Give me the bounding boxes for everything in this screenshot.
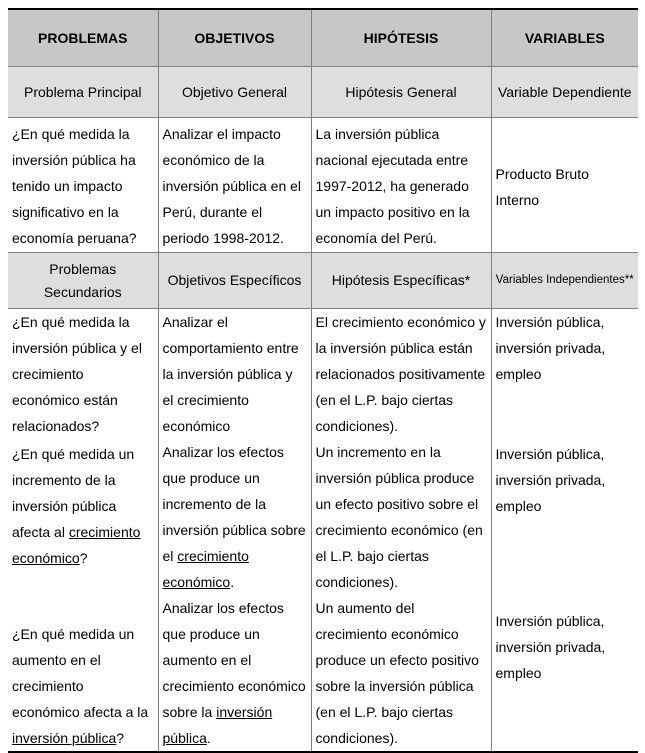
consistency-matrix-table: [8, 8, 638, 753]
main-row: [8, 118, 638, 253]
band-row-secondary: [8, 253, 638, 309]
table-row: [8, 309, 638, 440]
band-row-main: [8, 67, 638, 118]
problema-underlined-text: crecimiento económico: [12, 524, 141, 566]
main-variable-cell: Producto Bruto Interno: [495, 165, 589, 208]
main-problema-cell: ¿En qué medida la inversión pública ha tenido un impacto significativo en la economía peruana?: [8, 118, 158, 253]
table-row: [8, 439, 638, 595]
problema-cell: ¿En qué medida la inversión pública y el crecimiento económico están relacionados?: [8, 309, 158, 440]
problema-text: ¿En qué medida un aumento en el crecimiento económico afecta a la: [12, 626, 149, 720]
header-hipotesis: HIPÓTESIS: [311, 9, 491, 67]
problema-underlined-text: inversión pública: [12, 730, 117, 746]
variables-cell: Inversión pública, inversión privada, empleo: [495, 314, 606, 382]
header-problemas: PROBLEMAS: [8, 9, 158, 67]
objetivo-cell: [158, 595, 311, 752]
band-hipotesis-general: Hipótesis General: [311, 67, 491, 118]
objetivo-suffix: .: [230, 574, 235, 590]
hipotesis-cell: Un aumento del crecimiento económico produce un efecto positivo sobre la inversión pública (en el L.P. bajo ciertas condiciones).: [311, 595, 491, 752]
band-variable-dependiente: Variable Dependiente: [491, 67, 638, 118]
band-objetivo-general: Objetivo General: [158, 67, 311, 118]
objetivo-underlined-text: crecimiento económico: [162, 548, 249, 590]
objetivo-cell: Analizar el comportamiento entre la inversión pública y el crecimiento económico: [158, 309, 311, 440]
document-page: [8, 8, 638, 753]
hipotesis-cell: Un incremento en la inversión pública produce un efecto positivo sobre el crecimiento económico (en el L.P. bajo ciertas condiciones).: [311, 439, 491, 595]
variables-text: Inversión pública, inversión privada, empleo: [495, 613, 606, 681]
problema-text: ¿En qué medida un incremento de la inversión pública afecta al: [12, 446, 135, 540]
variables-cell: [491, 439, 638, 595]
main-objetivo-cell: Analizar el impacto económico de la inversión pública en el Perú, durante el periodo 1998-2012.: [158, 118, 311, 253]
main-hipotesis-cell: La inversión pública nacional ejecutada entre 1997-2012, ha generado un impacto positivo en la economía del Perú.: [311, 118, 491, 253]
objetivo-cell: [158, 439, 311, 595]
band-hipotesis-especificas: Hipótesis Específicas*: [311, 253, 491, 309]
objetivo-text: Analizar los efectos que produce un incremento de la inversión pública sobre el: [162, 444, 306, 564]
problema-suffix: ?: [116, 730, 125, 746]
objetivo-text: Analizar los efectos que produce un aumento en el crecimiento económico sobre la: [162, 600, 306, 720]
variables-cell: [491, 595, 638, 752]
header-variables: VARIABLES: [491, 9, 638, 67]
objetivo-underlined-text: inversión pública: [162, 704, 273, 746]
table-row: [8, 595, 638, 752]
problema-suffix: ?: [79, 550, 88, 566]
objetivo-suffix: .: [206, 730, 211, 746]
band-problema-principal: Problema Principal: [8, 67, 158, 118]
band-objetivos-especificos: Objetivos Específicos: [158, 253, 311, 309]
header-row: [8, 9, 638, 67]
header-objetivos: OBJETIVOS: [158, 9, 311, 67]
band-problemas-secundarios: Problemas Secundarios: [8, 253, 158, 309]
hipotesis-cell: El crecimiento económico y la inversión pública están relacionados positivamente (en el L.P. bajo ciertas condiciones).: [311, 309, 491, 440]
problema-cell: [8, 595, 158, 752]
band-variables-independientes: Variables Independientes**: [491, 253, 638, 309]
variables-text: Inversión pública, inversión privada, empleo: [495, 446, 606, 514]
problema-cell: [8, 439, 158, 595]
